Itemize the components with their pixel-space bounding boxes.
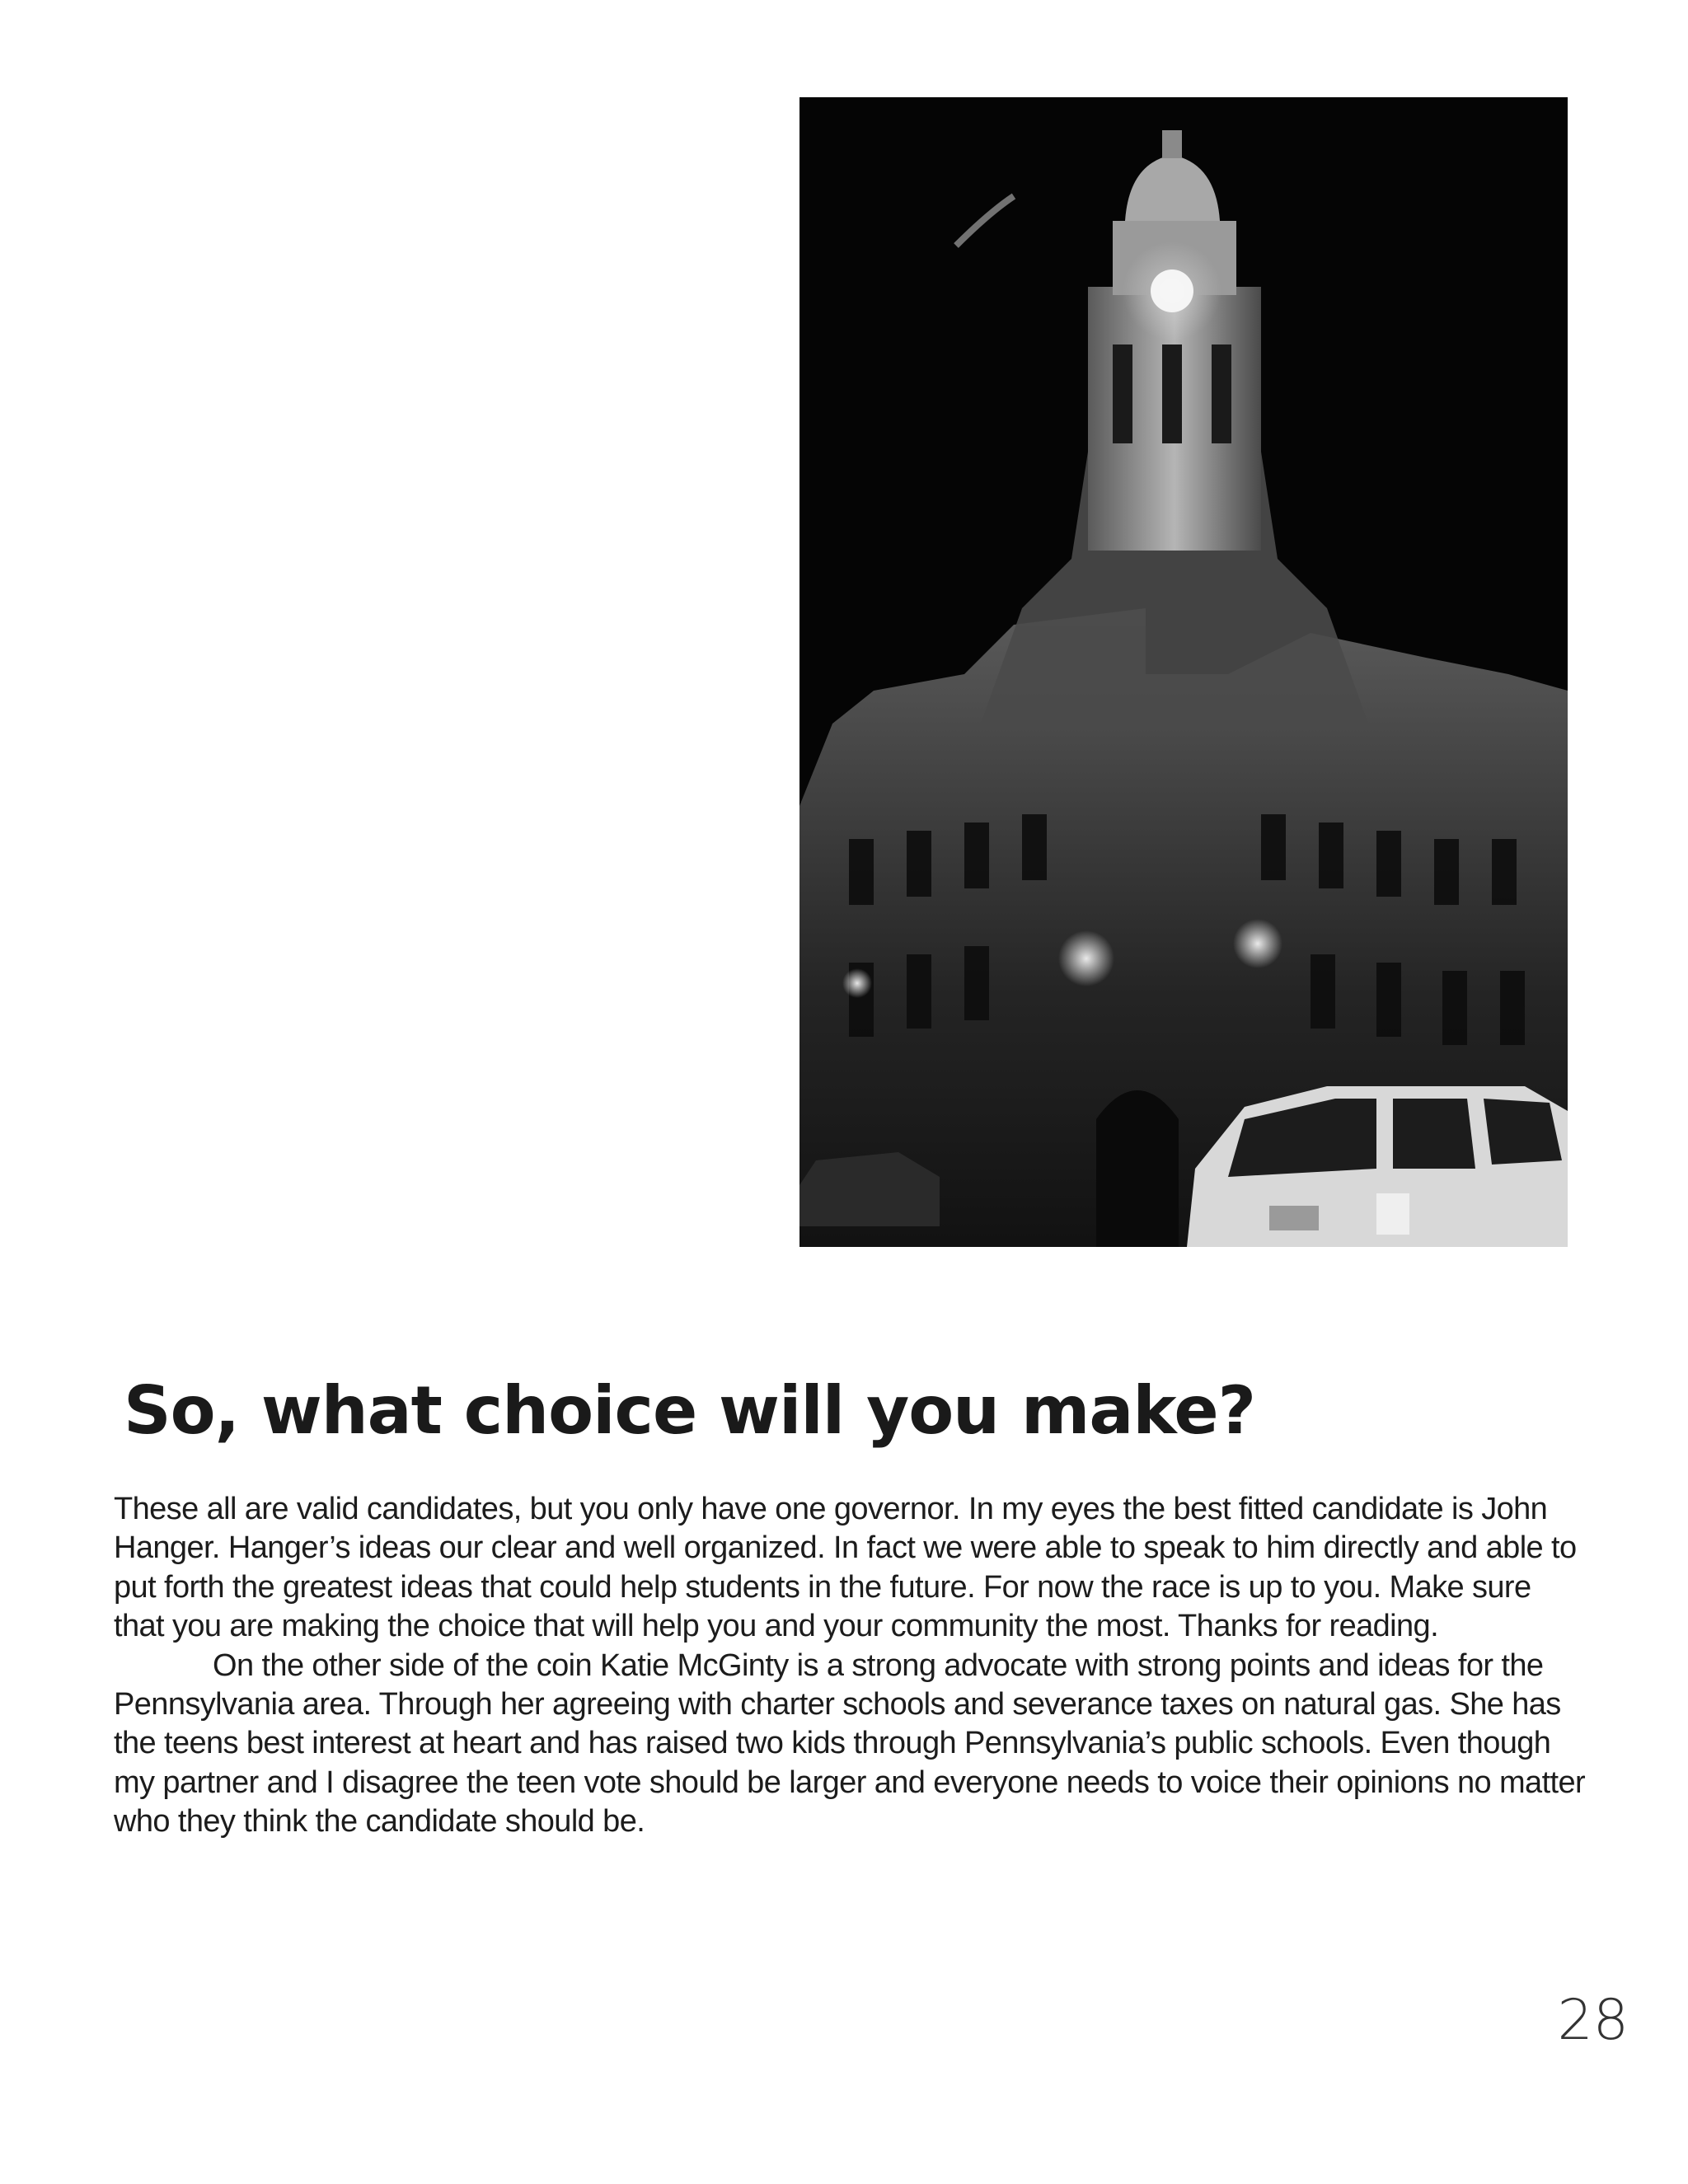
city-hall-illustration	[799, 97, 1568, 1247]
paragraph-1: These all are valid candidates, but you only have one governor. In my eyes the best fitted candidate is John Hanger. Hanger’s ideas our clear and well organized. In fact we were able to speak to him directly and able to put forth the greatest ideas that could help students in the future. For now the race is up to you. Make sure that you are making the choice that will help you and your community the most. Thanks for reading.	[114, 1492, 1577, 1644]
page-number: 28	[1557, 1988, 1629, 2053]
article-body	[114, 1490, 1589, 1842]
paragraph-2: On the other side of the coin Katie McGinty is a strong advocate with strong points and ideas for the Pennsylvania area. Through her agreeing with charter schools and severance taxes on natural gas. She has the teens best interest at heart and has raised two kids through Pennsylvania’s public schools. Even though my partner and I disagree the teen vote should be larger and everyone needs to voice their opinions no matter who they think the candidate should be.	[114, 1647, 1586, 1840]
page-heading: So, what choice will you make?	[124, 1372, 1256, 1449]
city-hall-night-photo	[799, 97, 1568, 1247]
